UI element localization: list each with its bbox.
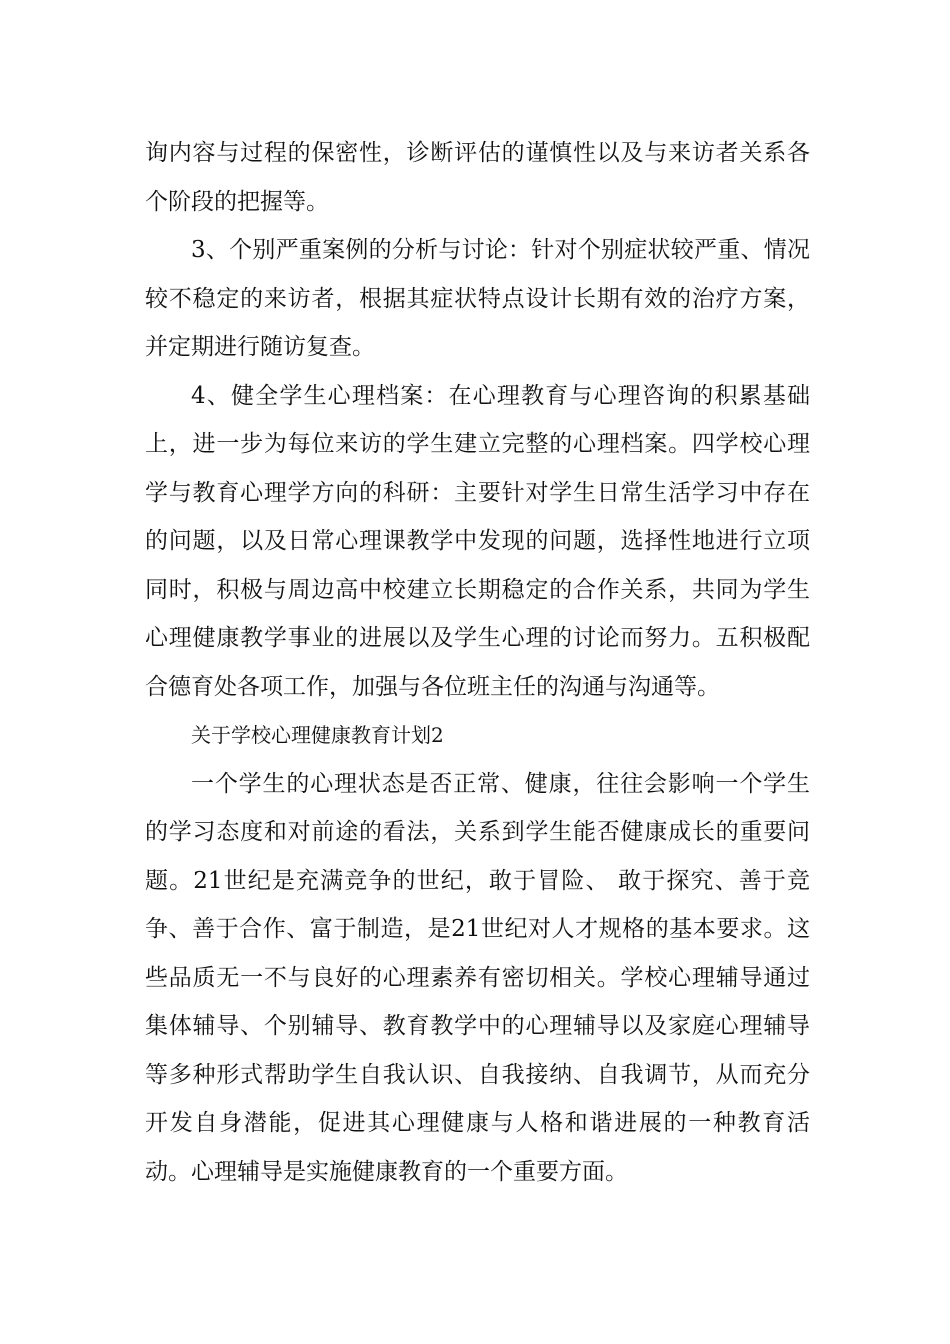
document-body bbox=[145, 129, 810, 1196]
paragraph-item-4: 4、健全学生心理档案：在心理教育与心理咨询的积累基础上，进一步为每位来访的学生建立完整的心理档案。四学校心理学与教育心理学方向的科研：主要针对学生日常生活学习中存在的问题，以及日常心理课教学中发现的问题，选择性地进行立项同时，积极与周边高中校建立长期稳定的合作关系，共同为学生心理健康教学事业的进展以及学生心理的讨论而努力。五积极配合德育处各项工作，加强与各位班主任的沟通与沟通等。 bbox=[145, 382, 810, 700]
paragraph-item-3: 3、个别严重案例的分析与讨论：针对个别症状较严重、情况较不稳定的来访者，根据其症状特点设计长期有效的治疗方案，并定期进行随访复查。 bbox=[145, 237, 810, 360]
continued-paragraph: 询内容与过程的保密性，诊断评估的谨慎性以及与来访者关系各个阶段的把握等。 bbox=[145, 140, 810, 215]
section-paragraph: 一个学生的心理状态是否正常、健康，往往会影响一个学生的学习态度和对前途的看法，关系到学生能否健康成长的重要问题。21世纪是充满竞争的世纪，敢于冒险、 敢于探究、善于竞争、善于合作、富于制造，是21世纪对人才规格的基本要求。这些品质无一不与良好的心理素养有密切相关。学校心理辅导通过集体辅导、个别辅导、教育教学中的心理辅导以及家庭心理辅导等多种形式帮助学生自我认识、自我接纳、自我调节，从而充分开发自身潜能，促进其心理健康与人格和谐进展的一种教育活动。心理辅导是实施健康教育的一个重要方面。 bbox=[145, 770, 810, 1185]
section-title: 关于学校心理健康教育计划2 bbox=[191, 723, 444, 747]
